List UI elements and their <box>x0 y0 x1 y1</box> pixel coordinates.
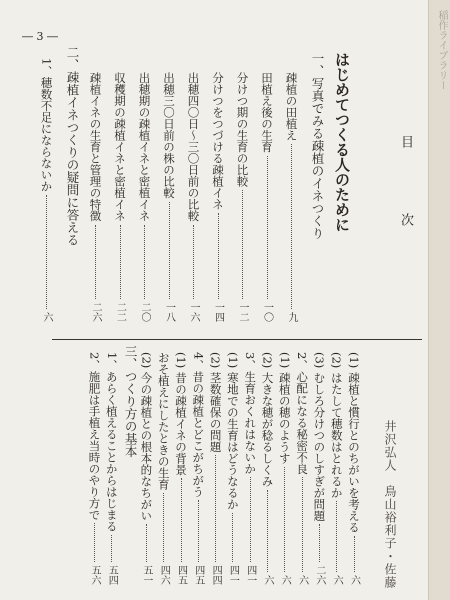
toc-page-number: 六 <box>262 575 273 585</box>
toc-page-number: 四五 <box>175 565 187 585</box>
toc-page-number: 一二 <box>237 302 248 322</box>
dot-leader <box>144 225 145 300</box>
dot-leader <box>169 202 170 300</box>
toc-entry[interactable] <box>208 352 224 585</box>
toc-entry-label: 分けつ期の生育の比較 <box>235 72 250 187</box>
dot-leader <box>250 477 251 562</box>
dot-leader <box>193 225 194 300</box>
dot-leader <box>302 477 303 572</box>
toc-entry-label: (1) 疎植の穂のようす <box>277 352 292 464</box>
toc-entry-label: (2) はたして穂数はとれるか <box>329 352 344 499</box>
toc-entry-label: (2) 今の疎植との根本的なちがい <box>139 352 154 522</box>
dot-leader <box>291 144 292 309</box>
page-number: ― 3 ― <box>22 30 58 43</box>
toc-entry-label: 1、あらく植えることからはじまる <box>104 352 119 532</box>
toc-page-number: 二〇 <box>139 302 150 322</box>
dot-leader <box>242 190 243 299</box>
dot-leader <box>94 523 95 562</box>
dot-leader <box>284 467 285 572</box>
toc-entry[interactable] <box>138 352 154 585</box>
toc-entry-label: (2) 茎数確保の問題 <box>208 352 223 453</box>
toc-page-number: 二六 <box>90 302 101 322</box>
toc-entry-label: 2、心配になる秘密不良 <box>295 352 310 475</box>
toc-page-number: 一六 <box>188 302 199 322</box>
dot-leader <box>163 493 164 562</box>
dot-leader <box>354 536 355 572</box>
toc-entry-label: おそ植えにしたときの生育 <box>156 352 171 490</box>
toc-entry-label: (1) 疎植と慣行とのちがいを考える <box>347 352 361 533</box>
dot-leader <box>215 455 216 562</box>
toc-page-number: 五一 <box>140 565 152 585</box>
toc-entry[interactable] <box>87 352 103 585</box>
toc-entry-label: (3) むしろ分けつのしすぎが問題 <box>312 352 327 522</box>
toc-entry[interactable] <box>156 352 172 585</box>
toc-page-number: 四六 <box>158 565 170 585</box>
toc-page-number: 九 <box>286 312 297 322</box>
toc-entry[interactable] <box>121 345 139 585</box>
toc-heading: 目 次 <box>398 135 413 252</box>
toc-entry[interactable] <box>173 352 189 585</box>
toc-entry-label: 分けつをつづける疎植イネ <box>211 72 225 210</box>
toc-entry-label: 1、穂数不足にならないか <box>39 58 54 192</box>
toc-page-number: 四四 <box>210 565 222 585</box>
toc-page-number: 一八 <box>163 302 175 322</box>
dot-leader <box>111 535 112 562</box>
toc-entry[interactable] <box>329 352 345 585</box>
toc-page-number: 五四 <box>106 565 118 585</box>
toc-entry-label: 二、疎植イネつくりの疑問に答える <box>65 46 80 246</box>
dot-leader <box>95 225 96 300</box>
toc-page-number: 一〇 <box>261 302 273 322</box>
toc-entry[interactable] <box>277 352 293 585</box>
toc-page-number: 六 <box>331 575 343 585</box>
author-byline: 井沢弘人 鳥山裕利子・佐藤 <box>383 420 397 589</box>
toc-page-number: 六 <box>348 575 360 585</box>
book-title: はじめてつくる人のために <box>333 52 351 232</box>
toc-entry-label: (1) 寒地での生育はどうなるか <box>225 352 240 510</box>
dot-leader <box>319 524 320 562</box>
toc-entry[interactable] <box>112 72 128 322</box>
dot-leader <box>232 513 233 562</box>
dot-leader <box>146 524 147 562</box>
toc-entry[interactable] <box>225 352 241 585</box>
toc-entry[interactable] <box>190 352 206 585</box>
dot-leader <box>336 501 337 572</box>
dot-leader <box>198 500 199 562</box>
toc-page-number: 四五 <box>192 565 204 585</box>
toc-entry-label: (2) 大きな穂が稔るしくみ <box>260 352 275 487</box>
toc-entry[interactable] <box>242 352 258 585</box>
toc-page-number: 四一 <box>244 565 256 585</box>
toc-entry-label: 一、写真でみる疎植のイネつくり <box>310 52 325 240</box>
toc-entry[interactable] <box>104 352 120 585</box>
dot-leader <box>46 195 47 309</box>
toc-page-number: 一四 <box>212 302 224 322</box>
dot-leader <box>218 213 219 299</box>
toc-entry[interactable] <box>308 52 326 322</box>
section-divider <box>52 339 422 340</box>
toc-entry-label: 4、昔の疎植とどこがちがう <box>191 352 206 498</box>
toc-entry[interactable] <box>210 72 226 322</box>
toc-entry[interactable] <box>186 72 202 322</box>
toc-entry-label: 2、施肥は手植え当時のやり方で <box>87 352 102 521</box>
toc-entry-label: 田植え後の生育 <box>260 72 274 153</box>
toc-entry[interactable] <box>235 72 251 322</box>
toc-entry[interactable] <box>63 46 81 322</box>
toc-page-number: 四一 <box>227 565 239 585</box>
dot-leader <box>181 478 182 562</box>
facing-page-edge <box>428 0 450 600</box>
dot-leader <box>120 225 121 300</box>
toc-entry[interactable] <box>88 72 104 322</box>
toc-entry-label: (1) 昔の疎植イネの背景 <box>174 352 188 476</box>
dot-leader <box>267 156 268 300</box>
toc-entry[interactable] <box>161 72 177 322</box>
toc-page-number: 六 <box>279 575 291 585</box>
toc-entry[interactable] <box>39 58 55 322</box>
toc-entry[interactable] <box>137 72 153 322</box>
toc-entry[interactable] <box>284 72 300 322</box>
toc-entry[interactable] <box>294 352 310 585</box>
toc-entry-label: 疎植イネの生育と管理の特徴 <box>88 72 103 222</box>
facing-page-text: 稲作ライブラリー <box>436 10 447 90</box>
toc-page-number: 五六 <box>89 565 100 585</box>
dot-leader <box>267 490 268 572</box>
toc-entry-label: 出穂期の疎植イネと密植イネ <box>137 72 152 222</box>
toc-entry[interactable] <box>260 352 276 585</box>
toc-entry-label: 出穂四〇日～三〇日前の比較 <box>186 72 201 222</box>
toc-entry-label: 収穫期の疎植イネと密植イネ <box>113 72 127 222</box>
toc-page-number: 六 <box>41 312 52 322</box>
toc-entry[interactable] <box>346 352 362 585</box>
toc-entry[interactable] <box>311 352 327 585</box>
toc-entry-label: 疎植の田植え <box>284 72 299 141</box>
toc-entry-label: 三、つくり方の基本 <box>123 345 139 458</box>
toc-entry[interactable] <box>259 72 275 322</box>
toc-entry-label: 出穂三〇日前の株の比較 <box>162 72 176 199</box>
toc-entry-label: 3、生育おくれはないか <box>243 352 258 475</box>
toc-page-number: 二六 <box>313 565 325 585</box>
toc-page-number: 二二 <box>114 302 126 322</box>
toc-page-number: 六 <box>296 575 308 585</box>
